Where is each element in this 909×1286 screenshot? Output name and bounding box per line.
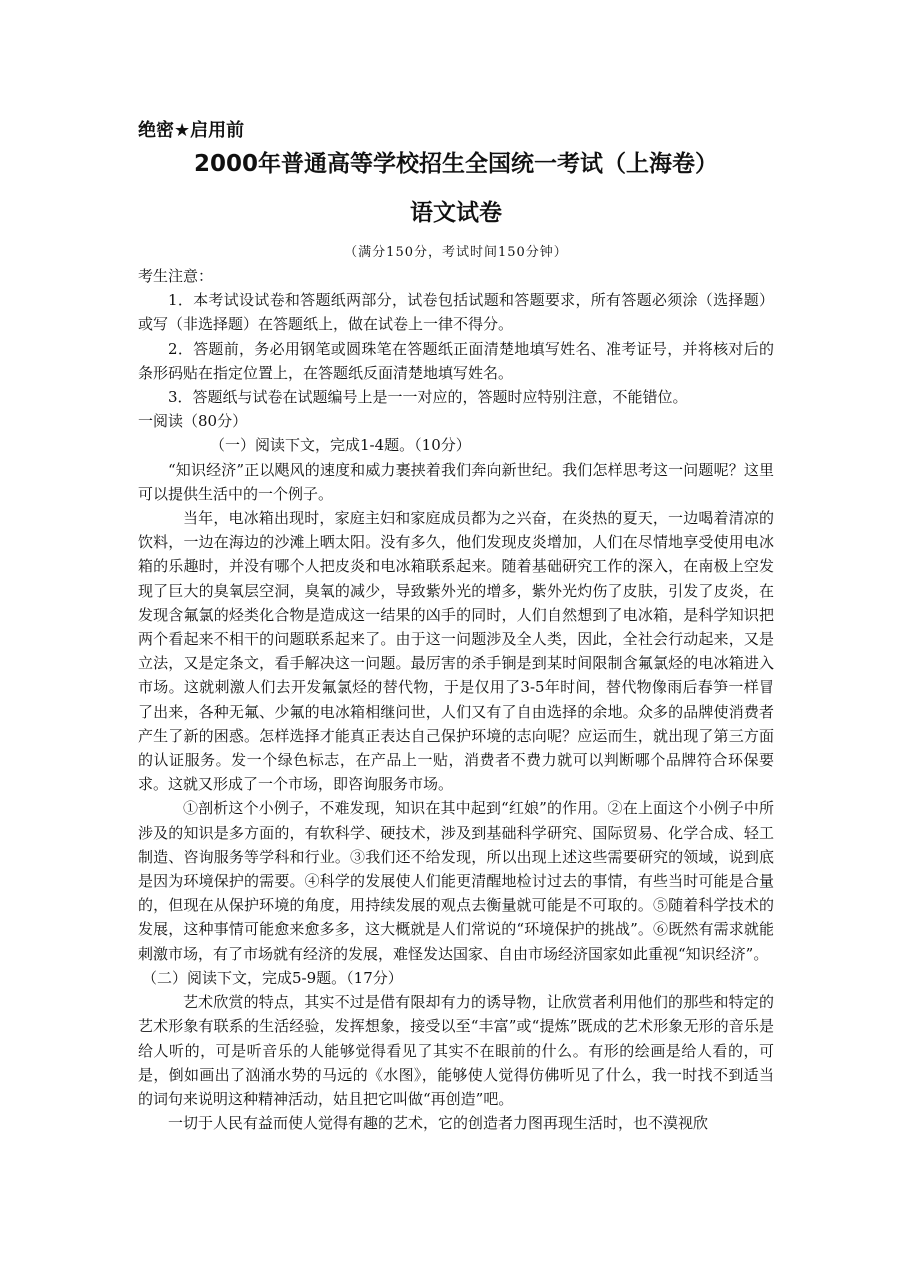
exam-title: 2000年普通高等学校招生全国统一考试（上海卷） [193,151,718,177]
notice-item-1: 1．本考试设试卷和答题纸两部分，试卷包括试题和答题要求，所有答题必须涂（选择题）或写（非选择题）在答题纸上，做在试卷上一律不得分。 [138,291,774,334]
confidential-mark: 绝密★启用前 [138,120,245,141]
part-one-heading: 一阅读（80分） [138,412,248,431]
notice-heading: 考生注意： [138,267,214,285]
notice-item-2: 2．答题前，务必用钢笔或圆珠笔在答题纸正面清楚地填写姓名、准考证号，并将核对后的条形码贴在指定位置上，在答题纸反面清楚地填写姓名。 [138,339,774,382]
paper-subtitle: 语文试卷 [410,200,502,226]
section-one-paragraph-3: ①剖析这个小例子，不难发现，知识在其中起到“红娘”的作用。②在上面这个小例子中所涉及的知识是多方面的，有软科学、硬技术，涉及到基础科学研究、国际贸易、化学合成、轻工制造、咨询服务等学科和行业。③我们还不给发现，所以出现上述这些需要研究的领域，说到底是因为环境保护的需要。④科学的发展使人们能更清醒地检讨过去的事情，有些当时可能是合量的，但现在从保护环境的角度，用持续发展的观点去衡量就可能是不可取的。⑤随着科学技术的发展，这种事情可能愈来愈多多，这大概就是人们常说的“环境保护的挑战”。⑥既然有需求就能刺激市场，有了市场就有经济的发展，难怪发达国家、自由市场经济国家如此重视“知识经济”。 [138,799,774,963]
section-one-heading: （一）阅读下文，完成1-4题。（10分） [210,436,471,455]
section-one-paragraph-1: “知识经济”正以飓风的速度和威力裹挟着我们奔向新世纪。我们怎样思考这一问题呢？这里可以提供生活中的一个例子。 [138,460,774,503]
section-two-paragraph-2: 一切于人民有益而使人觉得有趣的艺术，它的创造者力图再现生活时，也不漠视欣 [168,1114,709,1133]
section-one-paragraph-2: 当年，电冰箱出现时，家庭主妇和家庭成员都为之兴奋，在炎热的夏天，一边喝着清凉的饮料，一边在海边的沙滩上晒太阳。没有多久，他们发现皮炎增加，人们在尽情地享受使用电冰箱的乐趣时，并没有哪个人把皮炎和电冰箱联系起来。随着基础研究工作的深入，在南极上空发现了巨大的臭氧层空洞，臭氧的减少，导致紫外光的增多，紫外光灼伤了皮肤，引发了皮炎，在发现含氟氯的烃类化合物是造成这一结果的凶手的同时，人们自然想到了电冰箱，是科学知识把两个看起来不相干的问题联系起来了。由于这一问题涉及全人类，因此，全社会行动起来，又是立法，又是定条文，看手解决这一问题。最厉害的杀手锏是到某时间限制含氟氯烃的电冰箱进入市场。这就刺激人们去开发氟氯烃的替代物，于是仅用了3-5年时间，替代物像雨后春笋一样冒了出来，各种无氟、少氟的电冰箱相继问世，人们又有了自由选择的余地。众多的品牌使消费者产生了新的困惑。怎样选择才能真正表达自己保护环境的志向呢？应运而生，就出现了第三方面的认证服务。发一个绿色标志，在产品上一贴，消费者不费力就可以判断哪个品牌符合环保要求。这就又形成了一个市场，即咨询服务市场。 [138,509,774,794]
section-two-heading: （二）阅读下文，完成5-9题。（17分） [142,968,403,987]
score-time-note: （满分150分，考试时间150分钟） [344,245,568,260]
notice-item-3: 3．答题纸与试卷在试题编号上是一一对应的，答题时应特别注意，不能错位。 [168,388,688,407]
section-two-paragraph-1: 艺术欣赏的特点，其实不过是借有限却有力的诱导物，让欣赏者利用他们的那些和特定的艺术形象有联系的生活经验，发挥想象，接受以至“丰富”或“提炼”既成的艺术形象无形的音乐是给人听的，可是听音乐的人能够觉得看见了其实不在眼前的什么。有形的绘画是给人看的，可是，倒如画出了汹涌水势的马远的《水图》，能够使人觉得仿佛听见了什么，我一时找不到适当的词句来说明这种精神活动，姑且把它叫做“再创造”吧。 [138,993,774,1108]
exam-page [138,118,774,1135]
